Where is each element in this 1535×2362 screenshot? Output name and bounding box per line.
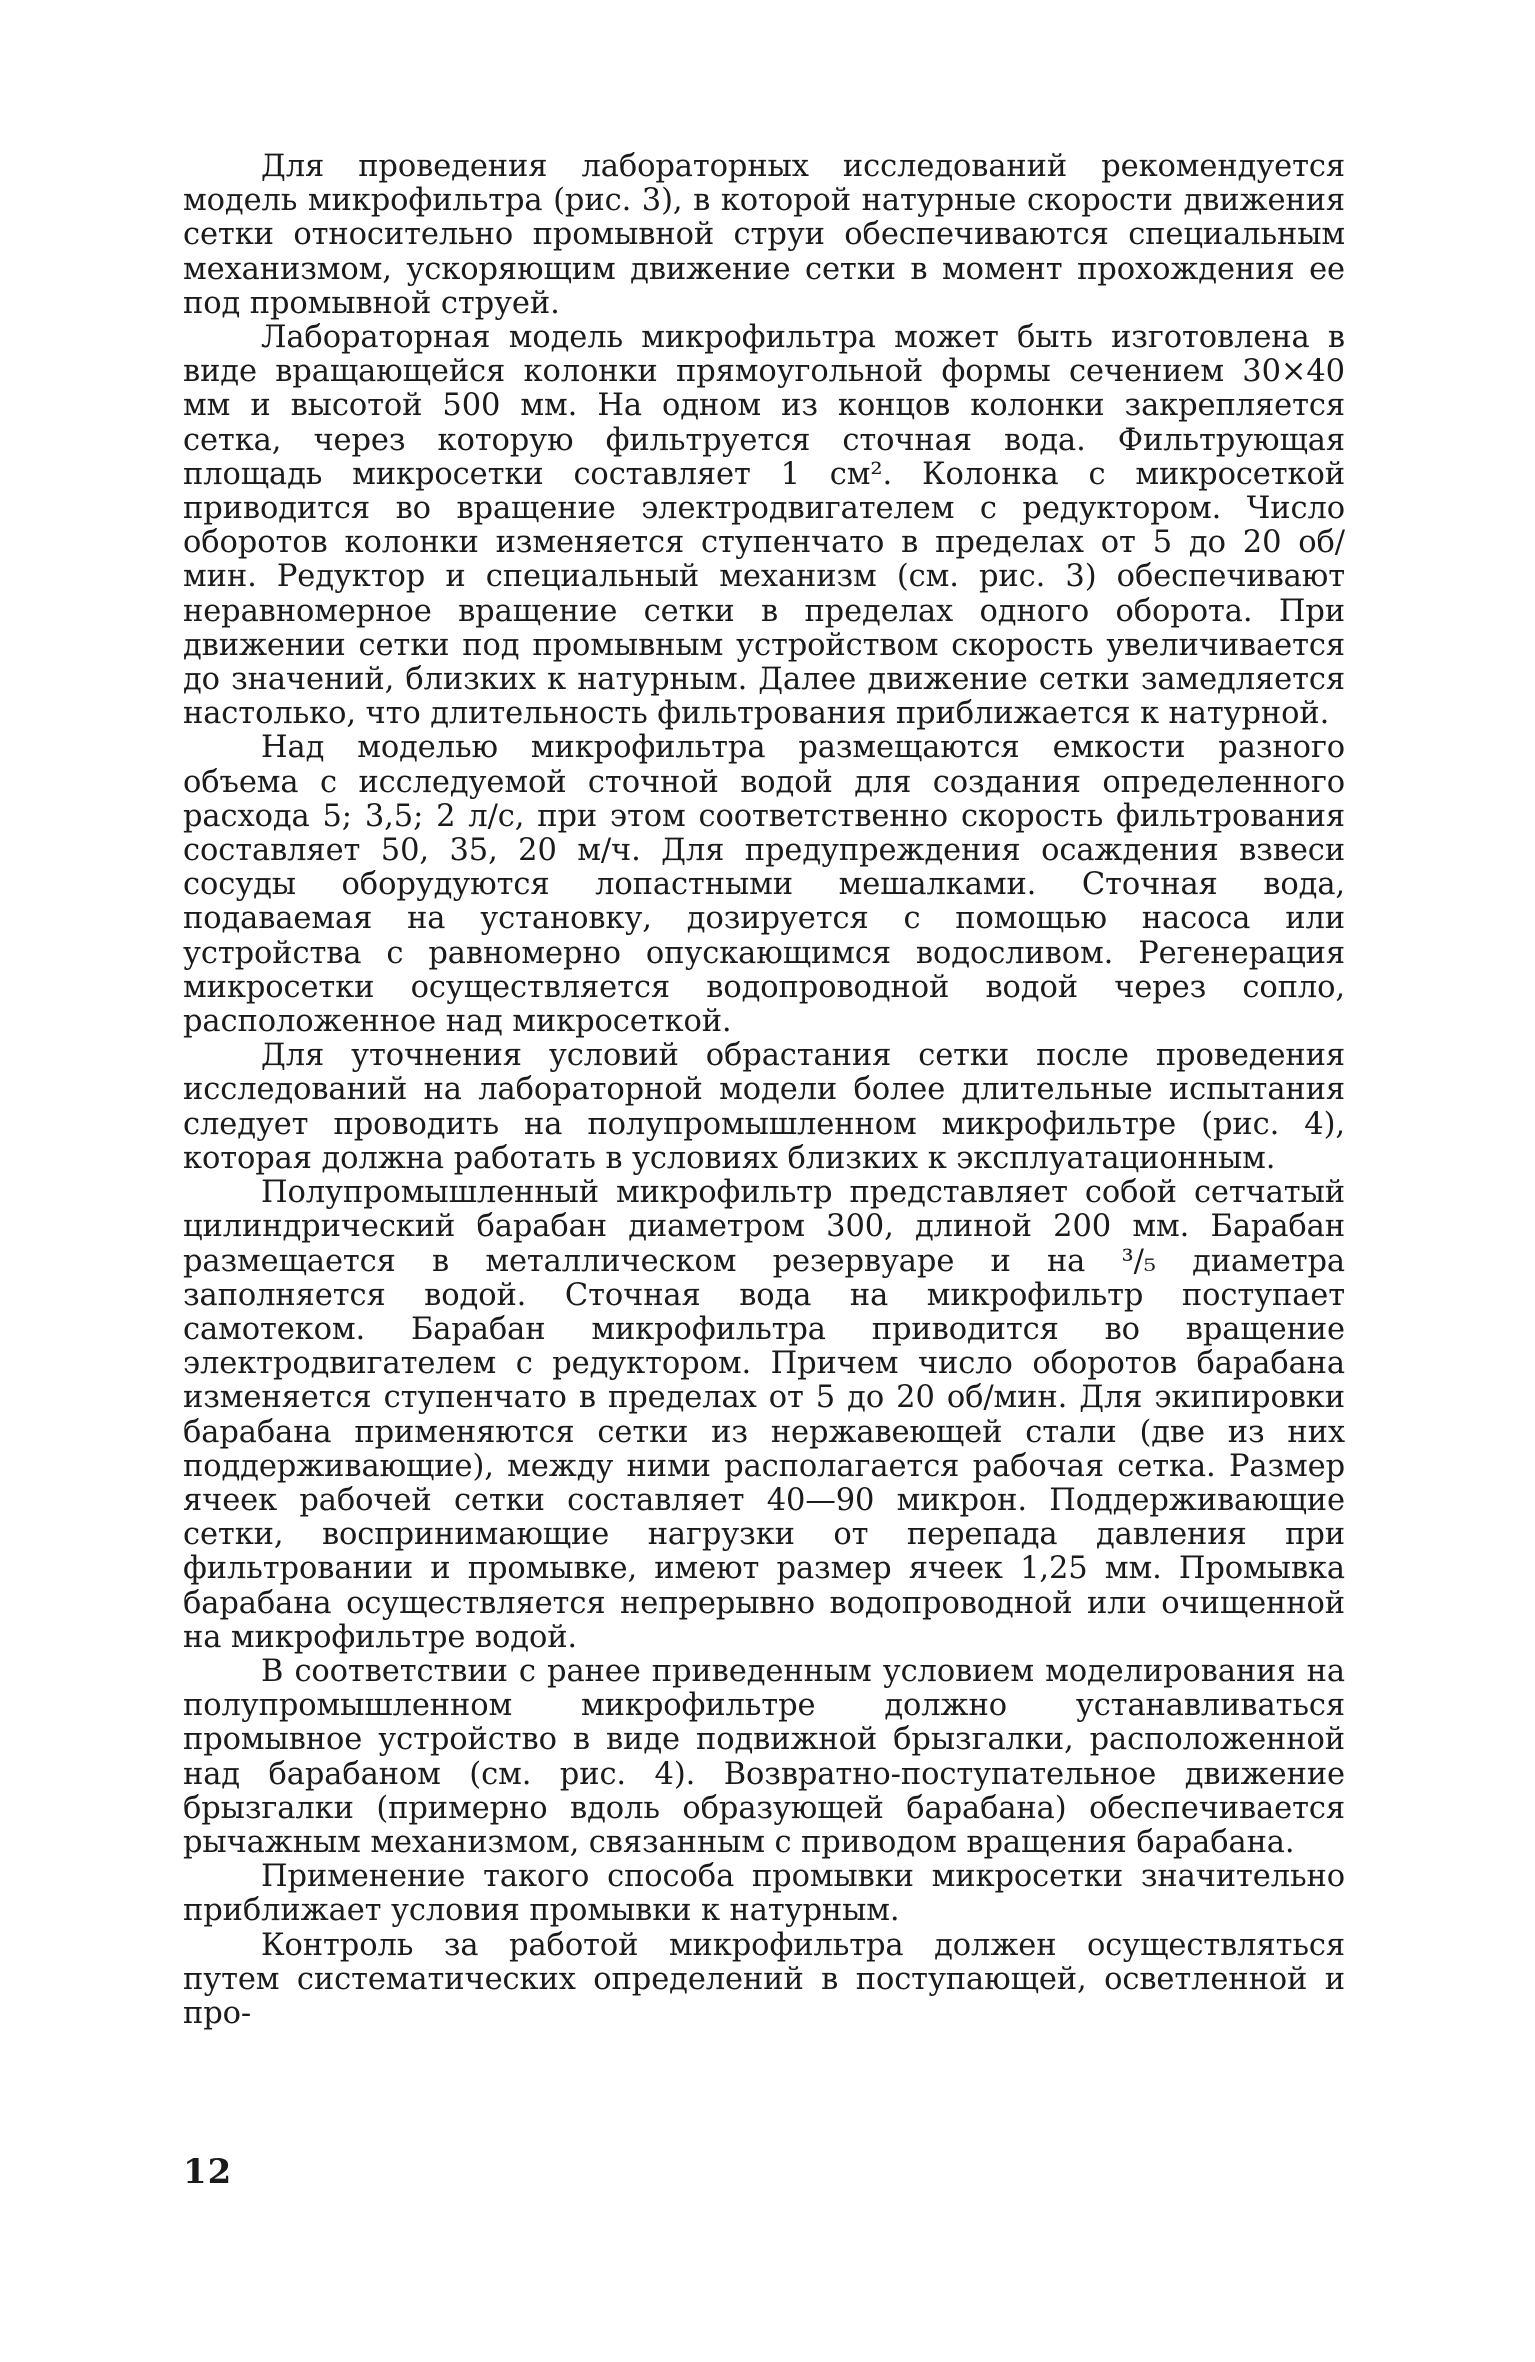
paragraph-1: Для проведения лабораторных исследований рекомендуется модель микрофильтра (рис. 3), в которой натурные скорости движения сетки относительно промывной струи обеспечиваются специальным механизмом, ускоряющим движение сетки в момент прохождения ее под промывной струей.: [183, 149, 1345, 321]
paragraph-2: Лабораторная модель микрофильтра может быть изготовлена в виде вращающейся колонки прямоугольной формы сечением 30×40 мм и высотой 500 мм. На одном из концов колонки закрепляется сетка, через которую фильтруется сточная вода. Фильтрующая площадь микросетки составляет 1 см². Колонка с микросеткой приводится во вращение электродвигателем с редуктором. Число оборотов колонки изменяется ступенчато в пределах от 5 до 20 об/мин. Редуктор и специальный механизм (см. рис. 3) обеспечивают неравномерное вращение сетки в пределах одного оборота. При движении сетки под промывным устройством скорость увеличивается до значений, близких к натурным. Далее движение сетки замедляется настолько, что длительность фильтрования приближается к натурной.: [183, 320, 1345, 732]
page-number: 12: [183, 2152, 233, 2192]
page-body: [183, 150, 1345, 2031]
paragraph-6: В соответствии с ранее приведенным условием моделирования на полупромышленном микрофильтре должно устанавливаться промывное устройство в виде подвижной брызгалки, расположенной над барабаном (см. рис. 4). Возвратно-поступательное движение брызгалки (примерно вдоль образующей барабана) обеспечивается рычажным механизмом, связанным с приводом вращения барабана.: [183, 1653, 1345, 1860]
paragraph-5: Полупромышленный микрофильтр представляет собой сетчатый цилиндрический барабан диаметром 300, длиной 200 мм. Барабан размещается в металлическом резервуаре и на ³/₅ диаметра заполняется водой. Сточная вода на микрофильтр поступает самотеком. Барабан микрофильтра приводится во вращение электродвигателем с редуктором. Причем число оборотов барабана изменяется ступенчато в пределах от 5 до 20 об/мин. Для экипировки барабана применяются сетки из нержавеющей стали (две из них поддерживающие), между ними располагается рабочая сетка. Размер ячеек рабочей сетки составляет 40—90 микрон. Поддерживающие сетки, воспринимающие нагрузки от перепада давления при фильтровании и промывке, имеют размер ячеек 1,25 мм. Промывка барабана осуществляется непрерывно водопроводной или очищенной на микрофильтре водой.: [183, 1175, 1345, 1655]
paragraph-3: Над моделью микрофильтра размещаются емкости разного объема с исследуемой сточной водой для создания определенного расхода 5; 3,5; 2 л/с, при этом соответственно скорость фильтрования составляет 50, 35, 20 м/ч. Для предупреждения осаждения взвеси сосуды оборудуются лопастными мешалками. Сточная вода, подаваемая на установку, дозируется с помощью насоса или устройства с равномерно опускающимся водосливом. Регенерация микросетки осуществляется водопроводной водой через сопло, расположенное над микросеткой.: [183, 730, 1345, 1040]
paragraph-4: Для уточнения условий обрастания сетки после проведения исследований на лабораторной модели более длительные испытания следует проводить на полупромышленном микрофильтре (рис. 4), которая должна работать в условиях близких к эксплуатационным.: [183, 1038, 1345, 1176]
paragraph-8: Контроль за работой микрофильтра должен осуществляться путем систематических определений в поступающей, осветленной и про-: [183, 1927, 1345, 2031]
paragraph-7: Применение такого способа промывки микросетки значительно приближает условия промывки к натурным.: [183, 1859, 1345, 1929]
